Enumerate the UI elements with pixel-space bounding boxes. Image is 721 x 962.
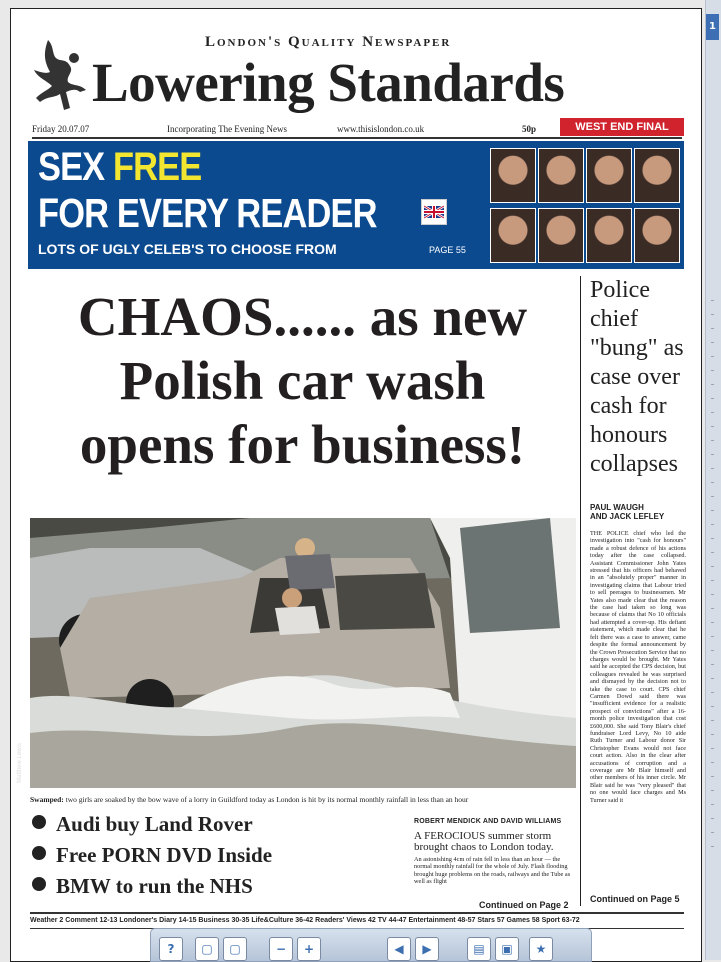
celeb-photo <box>538 208 584 263</box>
next-icon[interactable]: ▶ <box>415 937 439 961</box>
celeb-photo <box>490 148 536 203</box>
banner-page-ref: PAGE 55 <box>429 245 466 255</box>
headline-line: CHAOS...... as new <box>77 286 528 347</box>
strapline: London's Quality Newspaper <box>205 34 452 50</box>
teaser-item[interactable] <box>30 874 410 905</box>
celeb-photo <box>538 148 584 203</box>
headline-line: Polish car wash <box>119 350 486 411</box>
zoom-out-icon[interactable]: − <box>269 937 293 961</box>
contents-footer: Weather 2 Comment 12-13 Londoner's Diary 14-15 Business 30-35 Life&Culture 36-42 Readers' Views 42 TV 44-47 Entertainment 48-57 Stars 57 Games 58 Sport 63-72 <box>30 912 684 929</box>
masthead-title: Lowering Standards <box>92 52 565 113</box>
edition-badge: WEST END FINAL <box>560 118 684 136</box>
caption-text: two girls are soaked by the bow wave of a lorry in Guildford today as London is hit by its normal monthly rainfall in less than an hour <box>65 795 469 804</box>
sidebar-headline: Police chief "bung" as case over cash for honours collapses <box>590 277 684 477</box>
photo-caption <box>30 795 576 804</box>
celeb-photo <box>586 148 632 203</box>
teaser-item[interactable] <box>30 843 410 874</box>
incorporating-note: Incorporating The Evening News <box>167 124 288 134</box>
story-lead: A FEROCIOUS summer storm brought chaos to London today. <box>414 830 554 853</box>
celeb-photo <box>634 208 680 263</box>
banner-line-2: FOR EVERY READER <box>38 190 377 236</box>
teaser-text: Free PORN DVD Inside <box>56 843 273 867</box>
website-link[interactable]: www.thisislondon.co.uk <box>337 124 425 134</box>
star-icon[interactable]: ★ <box>529 937 553 961</box>
banner-line-1 <box>38 147 201 187</box>
storm-story <box>414 818 576 910</box>
teaser-list <box>30 812 410 905</box>
flood-photo <box>16 518 576 788</box>
sidebar-continued: Continued on Page 5 <box>590 894 680 904</box>
celeb-photo <box>586 208 632 263</box>
price: 50p <box>522 124 537 134</box>
prev-icon[interactable]: ◀ <box>387 937 411 961</box>
celeb-photo <box>490 208 536 263</box>
photo-credit: Matthew Lewis <box>16 743 23 783</box>
page-number-tab[interactable]: 1 <box>706 14 719 40</box>
headline-line: opens for business! <box>79 414 526 475</box>
save-icon[interactable]: ▣ <box>495 937 519 961</box>
promo-banner[interactable] <box>28 141 684 269</box>
main-headline <box>30 285 575 477</box>
winged-figure-icon <box>30 36 92 116</box>
help-icon[interactable]: ? <box>159 937 183 961</box>
teaser-text: BMW to run the NHS <box>56 874 253 898</box>
bullet-icon <box>32 877 46 891</box>
story-byline: ROBERT MENDICK AND DAVID WILLIAMS <box>414 818 562 825</box>
teaser-text: Audi buy Land Rover <box>56 812 253 836</box>
story-body: An astonishing 4cm of rain fell in less than an hour — the normal monthly rainfall for the whole of July. Flash flooding brought huge problems on the roads, railways and the Tube as well as flight <box>414 856 571 886</box>
sidebar-byline-1: PAUL WAUGH <box>590 503 644 512</box>
viewer-toolbar <box>150 928 592 962</box>
sidebar-byline-2: AND JACK LEFLEY <box>590 512 665 521</box>
sidebar-body: THE POLICE chief who led the investigation into "cash for honours" made a robust defence of his actions today after the case collapsed. Assistant Commissioner John Yates stressed that his officers had behaved in an "absolutely proper" manner in investigating claims that Labour tried to sell peerages to businessmen. Mr Yates also made clear that the reason the case had taken so long was because of claims that No 10 officials had attempted a cover-up. His defiant statement, which made clear that he felt there was a case to answer, came despite the formal announcement by the Crown Prosecution Service that no charges would be brought. Mr Yates said he accepted the CPS decision, but colleagues revealed he was surprised and dismayed by the decision not to take the case to court. CPS chief Carmen Dowd said there was "insufficient evidence for a realistic prospect of convictions" after a 16-month police investigation that cost £600,000. She said Tony Blair's chief fundraiser Lord Levy, No 10 aide Ruth Turner and Labour donor Sir Christopher Evans would not face court action. Also in the clear after accusations of corruption and a coverage are Mr Blair himself and other members of his inner circle. Mr Blair said he was "very pleased" that no one would face charges and Ms Turner said it <box>590 530 686 804</box>
zoom-in-icon[interactable]: + <box>297 937 321 961</box>
teaser-item[interactable] <box>30 812 410 843</box>
banner-sex: SEX <box>38 145 105 189</box>
issue-date: Friday 20.07.07 <box>32 124 90 134</box>
bullet-icon <box>32 846 46 860</box>
story-continued: Continued on Page 2 <box>479 900 569 910</box>
print-icon[interactable]: ▤ <box>467 937 491 961</box>
page-icon[interactable]: ▢ <box>195 937 219 961</box>
sidebar-story <box>580 276 685 906</box>
bullet-icon <box>32 815 46 829</box>
scroll-track <box>711 300 714 860</box>
caption-label: Swamped: <box>30 795 64 804</box>
banner-free: FREE <box>112 145 202 189</box>
flood-photo-illustration <box>30 518 576 788</box>
banner-line-3: LOTS OF UGLY CELEB'S TO CHOOSE FROM <box>38 241 337 257</box>
union-flag-icon <box>421 199 447 225</box>
sidebar-byline <box>590 503 664 521</box>
celeb-photo-grid <box>490 148 680 264</box>
celeb-photo <box>634 148 680 203</box>
pages-icon[interactable]: ▢ <box>223 937 247 961</box>
